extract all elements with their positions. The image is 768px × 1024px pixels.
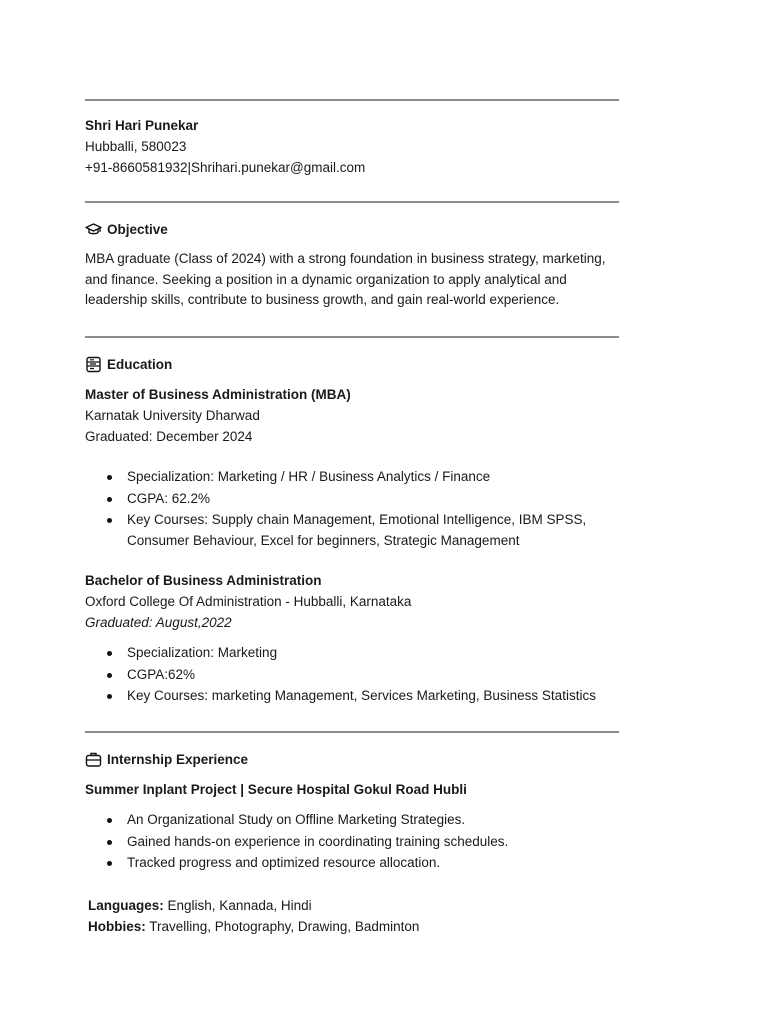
education-section (85, 353, 619, 375)
languages-label: Languages: (88, 898, 164, 913)
divider (85, 731, 619, 733)
list-item: CGPA: 62.2% (85, 489, 619, 510)
languages-value: English, Kannada, Hindi (167, 898, 312, 913)
contact-block (85, 115, 619, 178)
list-item: An Organizational Study on Offline Marketing Strategies. (85, 810, 619, 831)
list-item: Key Courses: marketing Management, Services Marketing, Business Statistics (85, 686, 619, 707)
internship-title: Internship Experience (107, 751, 249, 767)
internship-bullet-list (85, 810, 619, 874)
briefcase-icon (85, 751, 102, 768)
school-book-icon (85, 356, 102, 373)
bba-entry (85, 570, 619, 633)
mba-graduated: Graduated: December 2024 (85, 429, 253, 444)
list-item: Specialization: Marketing (85, 643, 619, 664)
list-item: Gained hands-on experience in coordinating training schedules. (85, 832, 619, 853)
mba-institution: Karnatak University Dharwad (85, 408, 260, 423)
mba-entry (85, 384, 619, 447)
divider (85, 336, 619, 338)
bba-graduated: Graduated: August,2022 (85, 615, 232, 630)
bba-institution: Oxford College Of Administration - Hubballi, Karnataka (85, 594, 412, 609)
bba-degree: Bachelor of Business Administration (85, 573, 322, 588)
list-item: CGPA:62% (85, 665, 619, 686)
objective-text: MBA graduate (Class of 2024) with a strong foundation in business strategy, marketing, and finance. Seeking a position in a dynamic organization to apply analytical and leadership skills, contribute to business growth, and gain real-world experience. (85, 251, 606, 308)
mba-degree: Master of Business Administration (MBA) (85, 387, 351, 402)
objective-section (85, 218, 619, 311)
internship-section (85, 748, 619, 770)
list-item: Key Courses: Supply chain Management, Emotional Intelligence, IBM SPSS, Consumer Behaviour, Excel for beginners, Strategic Management (85, 510, 619, 551)
contact-name: Shri Hari Punekar (85, 118, 199, 133)
hobbies-label: Hobbies: (88, 919, 146, 934)
list-item: Specialization: Marketing / HR / Business Analytics / Finance (85, 467, 619, 488)
graduation-cap-icon (85, 221, 102, 238)
extras-block (85, 895, 619, 937)
languages-line (85, 895, 619, 916)
contact-phone-email: +91-8660581932|Shrihari.punekar@gmail.com (85, 160, 366, 175)
divider (85, 201, 619, 203)
objective-title: Objective (107, 221, 168, 237)
divider (85, 99, 619, 101)
education-title: Education (107, 356, 173, 372)
objective-heading (85, 218, 619, 240)
internship-heading (85, 748, 619, 770)
education-heading (85, 353, 619, 375)
hobbies-value: Travelling, Photography, Drawing, Badminton (149, 919, 420, 934)
internship-project: Summer Inplant Project | Secure Hospital Gokul Road Hubli (85, 782, 467, 797)
hobbies-line (85, 916, 619, 937)
mba-bullet-list (85, 467, 619, 551)
list-item: Tracked progress and optimized resource allocation. (85, 853, 619, 874)
contact-address: Hubballi, 580023 (85, 139, 187, 154)
bba-bullet-list (85, 643, 619, 707)
